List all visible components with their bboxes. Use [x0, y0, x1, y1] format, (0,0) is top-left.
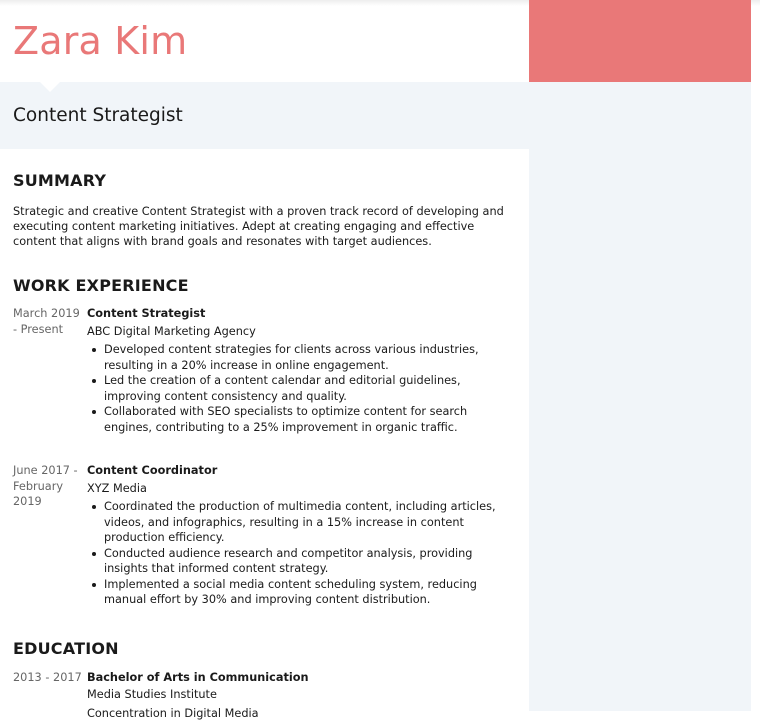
job-company: ABC Digital Marketing Agency — [87, 324, 513, 340]
job-bullets — [87, 499, 513, 608]
education-detail: Concentration in Digital Media — [87, 706, 513, 721]
summary-heading: SUMMARY — [13, 170, 513, 192]
education-dates: 2013 - 2017 — [13, 670, 87, 721]
job-company: XYZ Media — [87, 481, 513, 497]
education-entry — [13, 670, 513, 721]
job-details — [87, 306, 513, 435]
education-heading: EDUCATION — [13, 638, 513, 660]
job-role: Content Strategist — [87, 306, 513, 322]
education-school: Media Studies Institute — [87, 687, 513, 703]
job-details — [87, 463, 513, 608]
summary-text: Strategic and creative Content Strategist with a proven track record of developing and executing content marketing initiatives. Adept at creating engaging and effective content that aligns with brand goals and resonates with target audiences. — [13, 204, 513, 249]
job-dates: June 2017 - February 2019 — [13, 463, 87, 608]
job-role: Content Coordinator — [87, 463, 513, 479]
job-bullet: Collaborated with SEO specialists to optimize content for search engines, contributing to a 25% improvement in organic traffic. — [104, 404, 513, 435]
education-degree: Bachelor of Arts in Communication — [87, 670, 513, 686]
accent-block — [529, 0, 751, 82]
work-section — [13, 275, 513, 608]
education-details — [87, 670, 513, 721]
job-headline: Content Strategist — [13, 103, 183, 129]
main-column — [13, 170, 513, 721]
sidebar-panel — [529, 0, 751, 711]
education-section — [13, 638, 513, 721]
job-bullet: Conducted audience research and competitor analysis, providing insights that informed content strategy. — [104, 546, 513, 577]
job-bullet: Coordinated the production of multimedia content, including articles, videos, and infographics, resulting in a 15% increase in content production efficiency. — [104, 499, 513, 546]
headline-notch — [40, 82, 60, 92]
job-bullet: Developed content strategies for clients across various industries, resulting in a 20% increase in online engagement. — [104, 342, 513, 373]
job-dates: March 2019 - Present — [13, 306, 87, 435]
candidate-name: Zara Kim — [13, 16, 187, 66]
job-bullet: Implemented a social media content scheduling system, reducing manual effort by 30% and improving content distribution. — [104, 577, 513, 608]
job-entry — [13, 306, 513, 435]
job-bullet: Led the creation of a content calendar and editorial guidelines, improving content consistency and quality. — [104, 373, 513, 404]
summary-section — [13, 170, 513, 249]
job-entry — [13, 463, 513, 608]
job-bullets — [87, 342, 513, 435]
work-heading: WORK EXPERIENCE — [13, 275, 513, 297]
